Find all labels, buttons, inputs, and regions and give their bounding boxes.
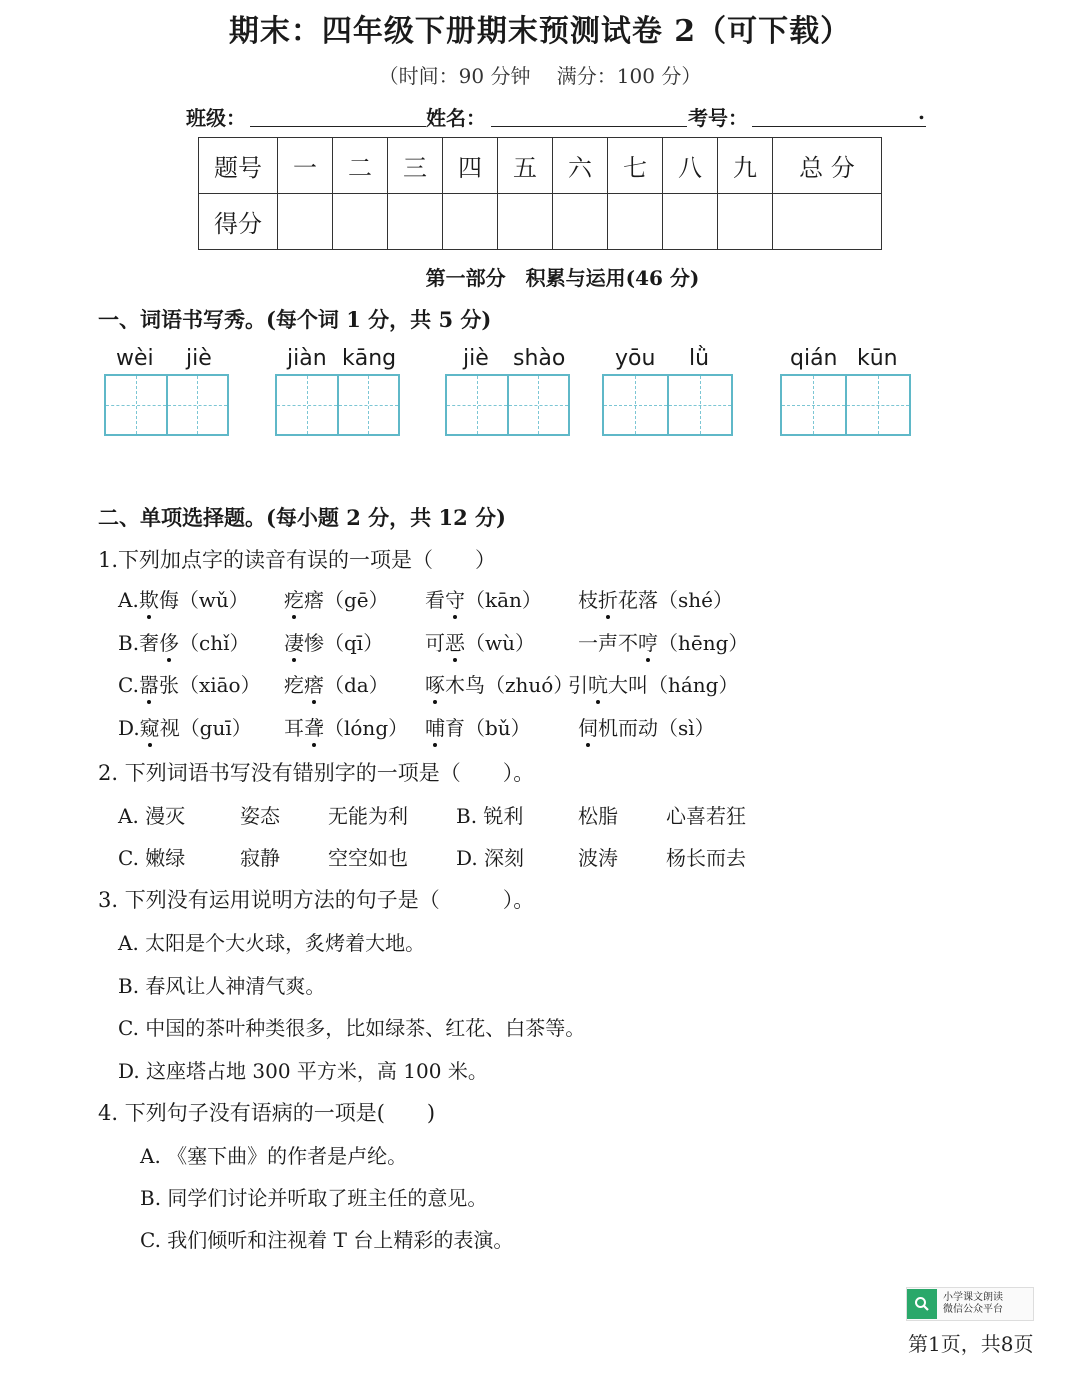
score-cell: 七: [608, 138, 663, 194]
q2-word: 杨长而去: [666, 846, 746, 870]
pinyin: shào: [513, 346, 566, 371]
q1-option-d-item2: 耳聋（lóng）: [284, 712, 408, 741]
score-input-cell[interactable]: [773, 194, 882, 250]
score-input-cell[interactable]: [663, 194, 718, 250]
q1-option-c-item1[interactable]: C.嚣张（xiāo）: [118, 669, 261, 698]
q2-word: 松脂: [578, 804, 618, 828]
q1-option-a-item4: 枝折花落（shé）: [578, 584, 733, 613]
q1-option-b-item4: 一声不哼（hēng）: [578, 627, 748, 656]
question-2-stem: 2. 下列词语书写没有错别字的一项是（ ）。: [98, 761, 535, 785]
q2-word: 波涛: [578, 846, 618, 870]
score-input-cell[interactable]: [278, 194, 333, 250]
pinyin: kāng: [342, 346, 397, 371]
q2-word: 寂静: [240, 846, 280, 870]
score-input-cell[interactable]: [443, 194, 498, 250]
question-1-stem: 1.下列加点字的读音有误的一项是（ ）: [98, 548, 497, 572]
score-input-cell[interactable]: [608, 194, 663, 250]
question-4-stem: 4. 下列句子没有语病的一项是( ): [98, 1101, 436, 1125]
writing-grid-4[interactable]: [602, 374, 733, 436]
q1-option-c-item3: 啄木鸟（zhuó）: [425, 669, 573, 698]
search-icon: [907, 1289, 937, 1319]
score-cell: 八: [663, 138, 718, 194]
pinyin: kūn: [857, 346, 898, 371]
q2-option-a[interactable]: A. 漫灭: [118, 804, 186, 828]
name-label: 姓名：: [426, 106, 486, 130]
writing-grid-3[interactable]: [445, 374, 570, 436]
pinyin: wèi: [116, 346, 154, 371]
writing-grid-5[interactable]: [780, 374, 911, 436]
q2-option-d[interactable]: D. 深刻: [456, 846, 525, 870]
q2-word: 姿态: [240, 804, 280, 828]
q1-option-b-item1[interactable]: B.奢侈（chǐ）: [118, 627, 250, 656]
page-number: 第1页，共8页: [908, 1332, 1034, 1356]
logo-line-1: 小学课文朗读: [943, 1292, 1003, 1303]
q1-option-a-item2: 疙瘩（gē）: [284, 584, 389, 613]
exam-time-info: （时间：90 分钟 满分：100 分）: [378, 64, 702, 88]
score-input-cell[interactable]: [553, 194, 608, 250]
pinyin: jiè: [186, 346, 212, 371]
q1-option-a-item1[interactable]: A.欺侮（wǔ）: [118, 584, 249, 613]
page-title: 期末：四年级下册期末预测试卷 2（可下载）: [228, 14, 852, 49]
pinyin: yōu: [615, 346, 656, 371]
q2-word: 无能为利: [328, 804, 408, 828]
score-table: [198, 137, 882, 250]
exam-no-blank: [752, 126, 926, 127]
score-input-cell[interactable]: [718, 194, 773, 250]
class-blank: [250, 126, 426, 127]
q1-option-d-item1[interactable]: D.窥视（guī）: [118, 712, 252, 741]
writing-grid-2[interactable]: [275, 374, 400, 436]
trail-dot: .: [918, 100, 925, 124]
q1-option-b-item3: 可恶（wù）: [425, 627, 535, 656]
q3-option-b[interactable]: B. 春风让人神清气爽。: [118, 974, 326, 998]
q1-option-a-item3: 看守（kān）: [425, 584, 542, 613]
score-table-score-row: [199, 194, 882, 250]
class-label: 班级：: [186, 106, 246, 130]
score-cell-label: 题号: [199, 138, 278, 194]
q4-option-b[interactable]: B. 同学们讨论并听取了班主任的意见。: [140, 1186, 488, 1210]
score-cell: 五: [498, 138, 553, 194]
q3-option-d[interactable]: D. 这座塔占地 300 平方米，高 100 米。: [118, 1059, 488, 1083]
score-cell: 三: [388, 138, 443, 194]
score-input-cell[interactable]: [498, 194, 553, 250]
part-one-heading: 第一部分 积累与运用(46 分): [425, 266, 700, 290]
section-one-title: 一、词语书写秀。(每个词 1 分，共 5 分): [98, 307, 492, 332]
q4-option-a[interactable]: A. 《塞下曲》的作者是卢纶。: [140, 1144, 408, 1168]
score-input-cell[interactable]: [333, 194, 388, 250]
score-table-header-row: [199, 138, 882, 194]
score-cell: 九: [718, 138, 773, 194]
score-row-label: 得分: [199, 194, 278, 250]
q1-option-d-item3: 哺育（bǔ）: [425, 712, 531, 741]
pinyin: qián: [790, 346, 838, 371]
q2-word: 心喜若狂: [666, 804, 746, 828]
q1-option-c-item4: 引吭大叫（háng）: [568, 669, 739, 698]
q3-option-c[interactable]: C. 中国的茶叶种类很多，比如绿茶、红花、白茶等。: [118, 1016, 586, 1040]
q1-option-b-item2: 凄惨（qī）: [284, 627, 383, 656]
section-two-title: 二、单项选择题。(每小题 2 分，共 12 分): [98, 505, 506, 530]
wechat-platform-logo: [906, 1287, 1034, 1321]
pinyin: jiàn: [287, 346, 327, 371]
score-cell: 一: [278, 138, 333, 194]
score-cell: 二: [333, 138, 388, 194]
score-input-cell[interactable]: [388, 194, 443, 250]
logo-line-2: 微信公众平台: [943, 1304, 1003, 1315]
q1-option-d-item4: 伺机而动（sì）: [578, 712, 715, 741]
exam-no-label: 考号：: [688, 106, 748, 130]
q1-option-c-item2: 疙瘩（da）: [284, 669, 389, 698]
writing-grid-1[interactable]: [104, 374, 229, 436]
q3-option-a[interactable]: A. 太阳是个大火球，炙烤着大地。: [118, 931, 426, 955]
q2-word: 空空如也: [328, 846, 408, 870]
q4-option-c[interactable]: C. 我们倾听和注视着 T 台上精彩的表演。: [140, 1228, 514, 1252]
question-3-stem: 3. 下列没有运用说明方法的句子是（ ）。: [98, 888, 535, 912]
q2-option-b[interactable]: B. 锐利: [456, 804, 524, 828]
score-cell: 四: [443, 138, 498, 194]
pinyin: lǜ: [689, 346, 710, 371]
q2-option-c[interactable]: C. 嫩绿: [118, 846, 186, 870]
pinyin: jiè: [463, 346, 489, 371]
score-cell: 六: [553, 138, 608, 194]
name-blank: [491, 126, 687, 127]
score-cell-total: 总 分: [773, 138, 882, 194]
